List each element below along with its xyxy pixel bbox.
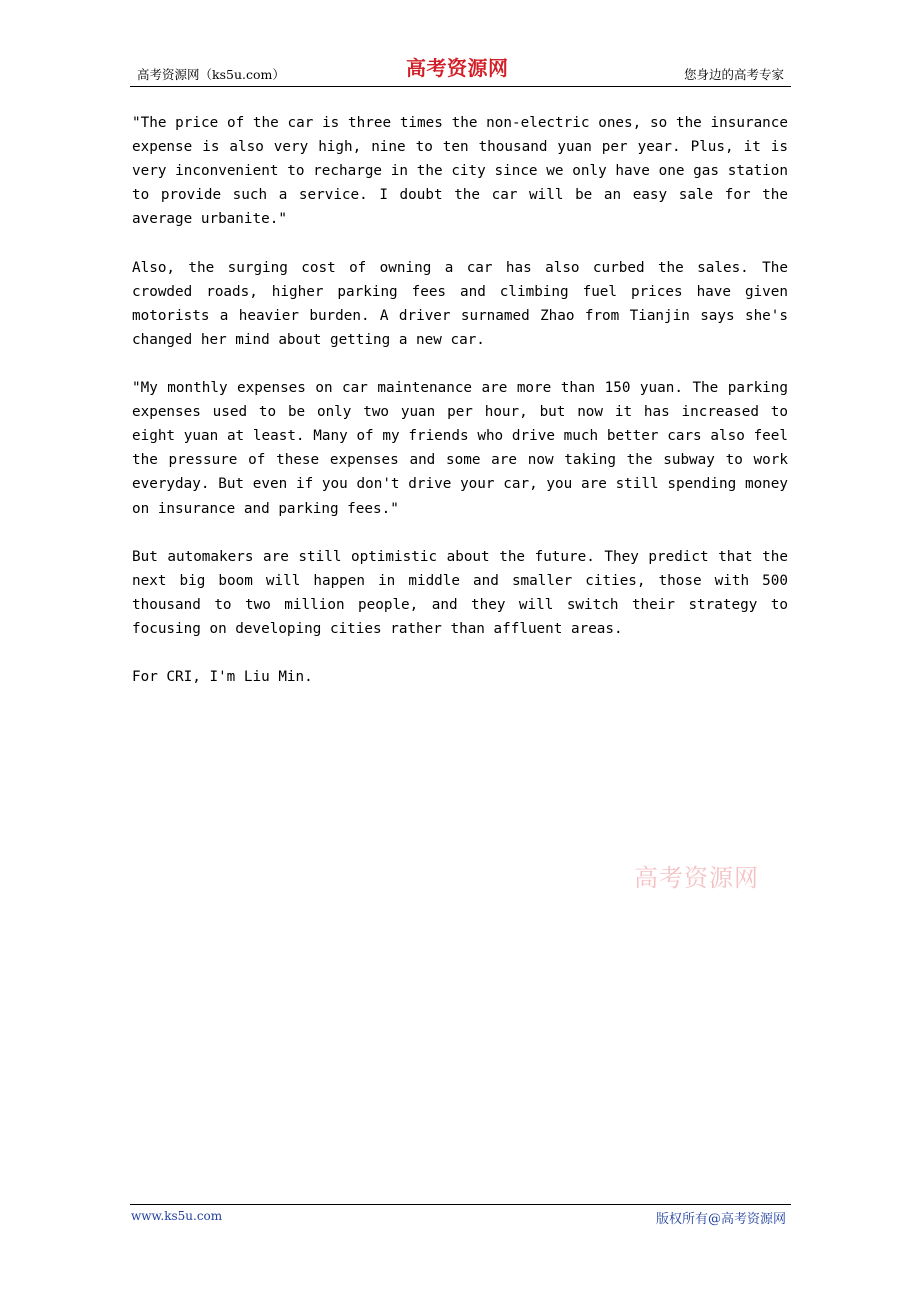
page-header (130, 52, 791, 87)
footer-copyright: 版权所有@高考资源网 (655, 1212, 786, 1227)
article-paragraph: "My monthly expenses on car maintenance are more than 150 yuan. The parking expenses used to be only two yuan per hour, but now it has increased to eight yuan at least. Many of my friends who drive much better cars also feel the pressure of these expenses and some are now taking the subway to work everyday. But even if you don't drive your car, you are still spending money on insurance and parking fees." (132, 380, 788, 517)
article-signoff: For CRI, I'm Liu Min. (132, 669, 313, 686)
article-paragraph: "The price of the car is three times the non-electric ones, so the insurance expense is also very high, nine to ten thousand yuan per year. Plus, it is very inconvenient to recharge in the city since we only have one gas station to provide such a service. I doubt the car will be an easy sale for the average urbanite." (132, 115, 788, 228)
header-site-name: 高考资源网（ks5u.com） (137, 67, 285, 82)
article-paragraph: Also, the surging cost of owning a car has also curbed the sales. The crowded roads, higher parking fees and climbing fuel prices have given motorists a heavier burden. A driver surnamed Zhao from Tianjin says she's changed her mind about getting a new car. (132, 259, 788, 348)
article-body (132, 111, 788, 713)
watermark-logo: 高考资源网 (634, 864, 759, 892)
page-footer (130, 1204, 791, 1227)
site-logo[interactable]: 高考资源网 (406, 56, 509, 80)
header-slogan: 您身边的高考专家 (683, 67, 784, 82)
footer-website-link[interactable]: www.ks5u.com (131, 1209, 223, 1223)
article-paragraph: But automakers are still optimistic about the future. They predict that the next big boom will happen in middle and smaller cities, those with 500 thousand to two million people, and they will switch their strategy to focusing on developing cities rather than affluent areas. (132, 548, 788, 637)
